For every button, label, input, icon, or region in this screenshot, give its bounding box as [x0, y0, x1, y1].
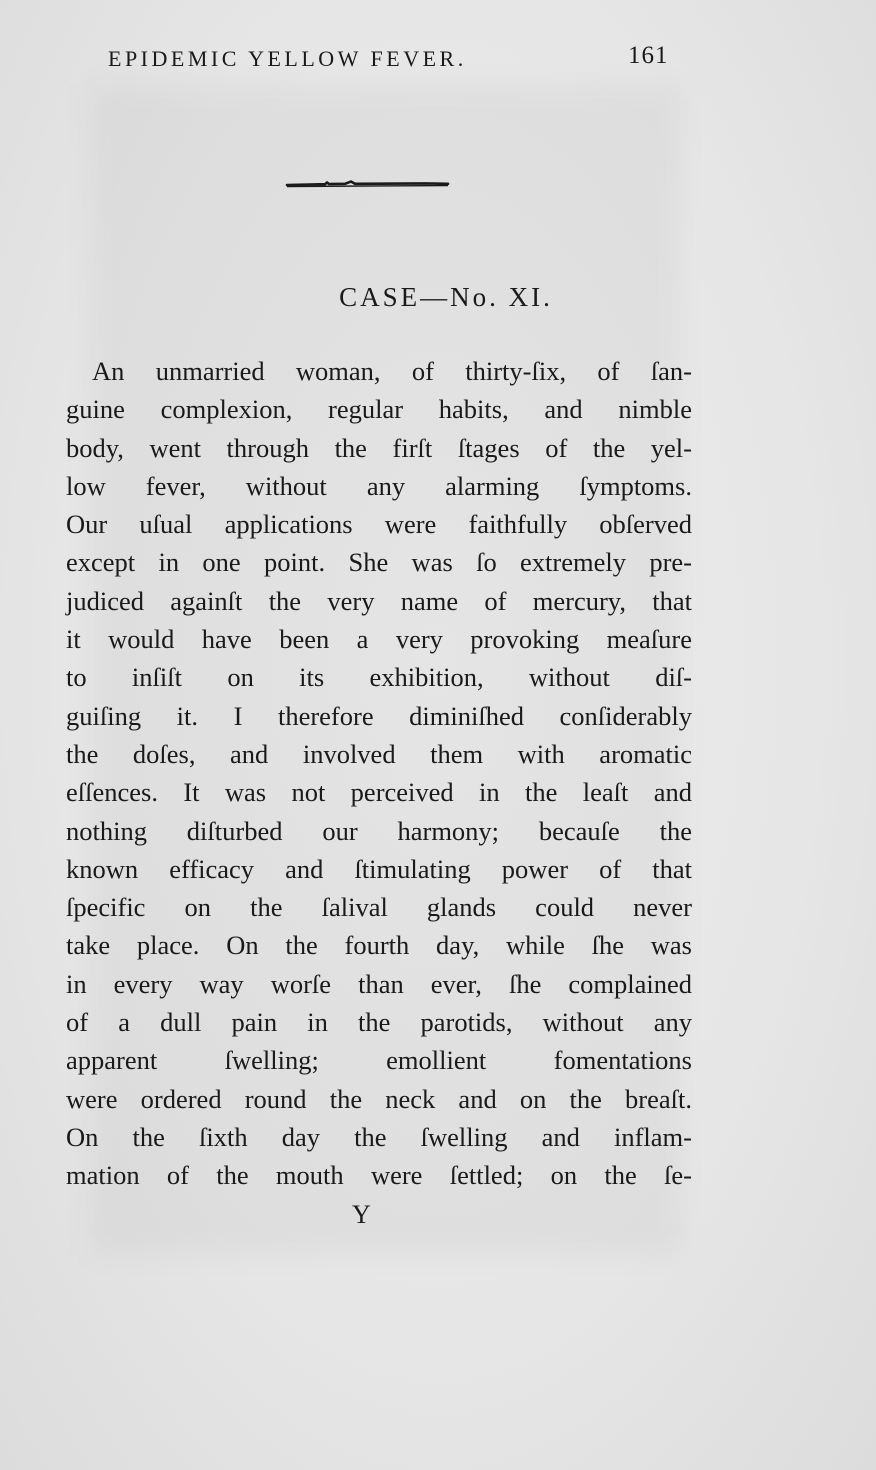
text-line: of a dull pain in the parotids, without any	[66, 1007, 692, 1038]
text-line: it would have been a very provoking meaſure	[66, 624, 692, 655]
text-line: in every way worſe than ever, ſhe complained	[66, 968, 692, 999]
running-head	[0, 40, 876, 80]
text-line: judiced againſt the very name of mercury, that	[66, 585, 692, 616]
text-line: Our uſual applications were faithfully obſerved	[66, 509, 692, 540]
text-line: take place. On the fourth day, while ſhe was	[66, 930, 692, 961]
text-line: apparent ſwelling; emollient fomentations	[66, 1045, 692, 1076]
text-line: were ordered round the neck and on the breaſt.	[66, 1083, 692, 1114]
ornament-rule-divider	[285, 178, 450, 190]
text-line: nothing diſturbed our harmony; becauſe the	[66, 815, 692, 846]
body-text	[66, 352, 692, 1195]
text-line: ſpecific on the ſalival glands could never	[66, 892, 692, 923]
text-line: eſſences. It was not perceived in the leaſt and	[66, 777, 692, 808]
text-line: low fever, without any alarming ſymptoms.	[66, 470, 692, 501]
running-title: EPIDEMIC YELLOW FEVER.	[108, 46, 467, 71]
case-title: CASE—No. XI.	[339, 282, 553, 312]
text-line: except in one point. She was ſo extremely pre-	[66, 547, 692, 578]
page-number: 161	[628, 42, 669, 69]
text-line: guine complexion, regular habits, and nimble	[66, 394, 692, 425]
text-line: body, went through the firſt ſtages of the yel-	[66, 432, 692, 463]
signature-mark: Y	[352, 1200, 371, 1229]
text-line: the doſes, and involved them with aromatic	[66, 738, 692, 769]
text-line: An unmarried woman, of thirty-ſix, of ſan-	[92, 356, 692, 386]
text-line: known efficacy and ſtimulating power of that	[66, 853, 692, 884]
text-line: guiſing it. I therefore diminiſhed conſiderably	[66, 700, 692, 731]
text-line: to inſiſt on its exhibition, without diſ-	[66, 662, 692, 693]
text-line: On the ſixth day the ſwelling and inflam-	[66, 1121, 692, 1152]
text-line: mation of the mouth were ſettled; on the ſe-	[66, 1160, 692, 1191]
